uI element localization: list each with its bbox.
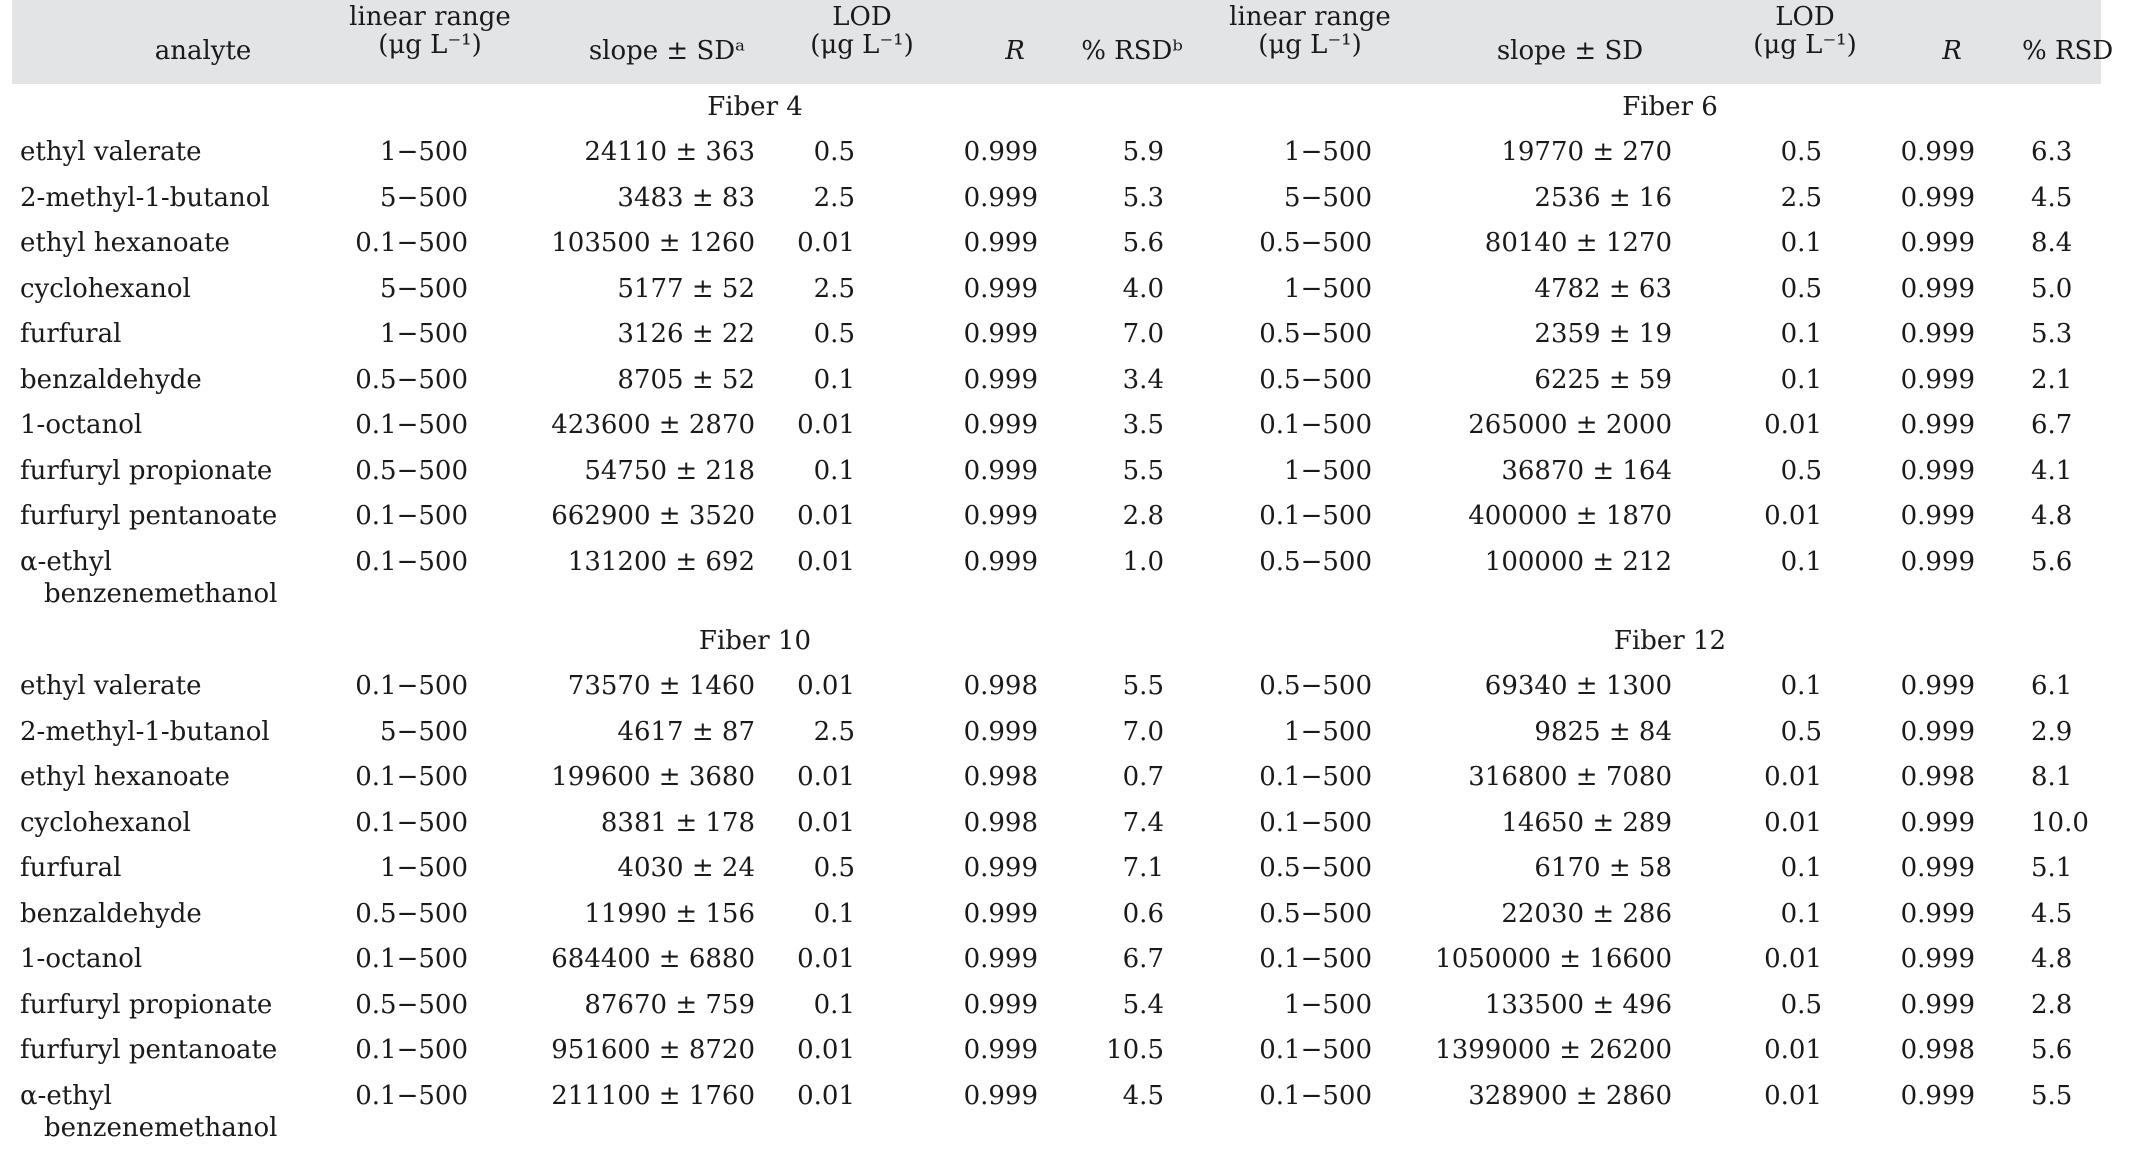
table-cell: 80140 ± 1270 <box>1484 228 1672 258</box>
table-cell: 0.999 <box>1900 274 1975 304</box>
table-cell: 0.1−500 <box>355 228 468 258</box>
table-cell: 0.999 <box>1900 717 1975 747</box>
table-cell: 0.999 <box>1900 899 1975 929</box>
table-cell: 0.999 <box>963 1081 1038 1111</box>
table-cell: 6170 ± 58 <box>1534 853 1672 883</box>
header-slope-sd-a: slope ± SDᵃ <box>588 36 746 66</box>
table-cell: 0.5−500 <box>355 365 468 395</box>
header-lod-unit-2: (μg L⁻¹) <box>1753 30 1857 60</box>
table-cell: 0.999 <box>963 717 1038 747</box>
table-cell: 951600 ± 8720 <box>551 1035 755 1065</box>
header-rsd: % RSD <box>2022 36 2114 66</box>
table-cell: 0.999 <box>1900 456 1975 486</box>
header-r-2: R <box>1942 36 1962 66</box>
table-cell: 0.998 <box>1900 1035 1975 1065</box>
table-cell: 0.998 <box>963 671 1038 701</box>
header-lod-2: LOD <box>1775 2 1835 32</box>
table-cell: 69340 ± 1300 <box>1484 671 1672 701</box>
header-lod: LOD <box>832 2 892 32</box>
table-cell: 0.01 <box>797 1035 855 1065</box>
table-cell: 4.1 <box>2031 456 2073 486</box>
table-cell: 8.1 <box>2031 762 2073 792</box>
table-cell: 5−500 <box>380 717 468 747</box>
table-cell: 0.999 <box>963 410 1038 440</box>
analyte-name: benzenemethanol <box>44 579 278 609</box>
table-cell: 0.999 <box>1900 990 1975 1020</box>
table-cell: 0.999 <box>963 319 1038 349</box>
analyte-name: ethyl valerate <box>20 671 202 701</box>
table-cell: 684400 ± 6880 <box>551 944 755 974</box>
header-lod-unit: (μg L⁻¹) <box>810 30 914 60</box>
table-cell: 0.999 <box>963 274 1038 304</box>
table-cell: 8.4 <box>2031 228 2073 258</box>
table-cell: 0.1−500 <box>1259 762 1372 792</box>
table-cell: 22030 ± 286 <box>1501 899 1672 929</box>
table-cell: 1.0 <box>1122 547 1164 577</box>
table-cell: 423600 ± 2870 <box>551 410 755 440</box>
header-slope-sd: slope ± SD <box>1496 36 1644 66</box>
table-cell: 0.999 <box>1900 853 1975 883</box>
table-cell: 0.01 <box>1764 1081 1822 1111</box>
analyte-name: benzaldehyde <box>20 365 202 395</box>
table-cell: 0.999 <box>963 365 1038 395</box>
analyte-name: 2-methyl-1-butanol <box>20 183 270 213</box>
table-cell: 0.7 <box>1122 762 1164 792</box>
table-cell: 103500 ± 1260 <box>551 228 755 258</box>
table-cell: 5.9 <box>1122 137 1164 167</box>
table-cell: 1399000 ± 26200 <box>1435 1035 1672 1065</box>
table-cell: 0.5 <box>1780 717 1822 747</box>
table-cell: 0.5−500 <box>1259 365 1372 395</box>
table-cell: 0.999 <box>1900 547 1975 577</box>
analyte-name: 1-octanol <box>20 944 143 974</box>
table-cell: 0.5−500 <box>355 899 468 929</box>
table-cell: 0.01 <box>1764 1035 1822 1065</box>
table-cell: 3.4 <box>1122 365 1164 395</box>
table-cell: 4.0 <box>1122 274 1164 304</box>
analyte-name: furfuryl pentanoate <box>20 501 278 531</box>
table-cell: 1−500 <box>380 853 468 883</box>
table-cell: 0.1 <box>1780 365 1822 395</box>
table-cell: 0.01 <box>1764 410 1822 440</box>
table-cell: 0.999 <box>1900 944 1975 974</box>
table-cell: 0.1 <box>813 899 855 929</box>
table-cell: 5.1 <box>2031 853 2073 883</box>
header-linear-range-unit: (μg L⁻¹) <box>378 30 482 60</box>
table-cell: 0.1−500 <box>355 671 468 701</box>
table-cell: 199600 ± 3680 <box>551 762 755 792</box>
table-cell: 265000 ± 2000 <box>1468 410 1672 440</box>
table-cell: 0.1 <box>813 990 855 1020</box>
table-cell: 0.5−500 <box>1259 228 1372 258</box>
table-cell: 19770 ± 270 <box>1501 137 1672 167</box>
table-cell: 0.1−500 <box>355 547 468 577</box>
table-cell: 2.8 <box>2031 990 2073 1020</box>
table-cell: 0.1−500 <box>355 501 468 531</box>
table-cell: 0.01 <box>1764 762 1822 792</box>
table-cell: 2.5 <box>813 717 855 747</box>
table-cell: 2.1 <box>2031 365 2073 395</box>
table-cell: 0.1−500 <box>1259 808 1372 838</box>
table-cell: 0.5−500 <box>1259 319 1372 349</box>
table-cell: 0.5 <box>813 319 855 349</box>
analyte-name: benzaldehyde <box>20 899 202 929</box>
table-cell: 0.998 <box>963 762 1038 792</box>
table-cell: 5.6 <box>2031 1035 2073 1065</box>
table-cell: 0.999 <box>963 501 1038 531</box>
table-cell: 5.6 <box>1122 228 1164 258</box>
table-cell: 0.5−500 <box>355 990 468 1020</box>
table-cell: 5.5 <box>1122 456 1164 486</box>
header-linear-range-2: linear range <box>1229 2 1391 32</box>
table-cell: 100000 ± 212 <box>1484 547 1672 577</box>
table-cell: 4030 ± 24 <box>617 853 755 883</box>
table-cell: 3483 ± 83 <box>617 183 755 213</box>
table-cell: 0.5 <box>1780 990 1822 1020</box>
table-cell: 0.999 <box>963 990 1038 1020</box>
table-cell: 14650 ± 289 <box>1501 808 1672 838</box>
table-cell: 1−500 <box>1284 456 1372 486</box>
table-cell: 0.1−500 <box>355 1035 468 1065</box>
table-cell: 4782 ± 63 <box>1534 274 1672 304</box>
table-cell: 8705 ± 52 <box>617 365 755 395</box>
table-cell: 7.0 <box>1122 319 1164 349</box>
table-cell: 6.1 <box>2031 671 2073 701</box>
table-cell: 5−500 <box>380 183 468 213</box>
table-cell: 1050000 ± 16600 <box>1435 944 1672 974</box>
fiber-label-left: Fiber 4 <box>707 92 803 122</box>
header-linear-range-unit-2: (μg L⁻¹) <box>1258 30 1362 60</box>
table-cell: 6.7 <box>1122 944 1164 974</box>
table-cell: 5.3 <box>2031 319 2073 349</box>
table-cell: 0.5 <box>813 853 855 883</box>
table-cell: 87670 ± 759 <box>584 990 755 1020</box>
analyte-name: ethyl hexanoate <box>20 762 230 792</box>
analyte-name: furfural <box>20 853 122 883</box>
header-rsd-b: % RSDᵇ <box>1081 36 1183 66</box>
table-cell: 0.1 <box>1780 899 1822 929</box>
analyte-name: ethyl valerate <box>20 137 202 167</box>
table-cell: 0.1 <box>1780 547 1822 577</box>
table-cell: 1−500 <box>1284 274 1372 304</box>
table-cell: 0.1−500 <box>355 944 468 974</box>
table-cell: 0.1−500 <box>355 808 468 838</box>
table-cell: 0.999 <box>963 183 1038 213</box>
analyte-name: α-ethyl <box>20 1081 112 1111</box>
table-cell: 5.5 <box>2031 1081 2073 1111</box>
table-cell: 0.999 <box>963 228 1038 258</box>
table-cell: 0.01 <box>797 944 855 974</box>
table-cell: 2.5 <box>813 274 855 304</box>
table-cell: 133500 ± 496 <box>1484 990 1672 1020</box>
table-cell: 0.01 <box>1764 501 1822 531</box>
table-cell: 0.998 <box>1900 762 1975 792</box>
table-cell: 5−500 <box>1284 183 1372 213</box>
header-analyte: analyte <box>154 36 252 66</box>
table-cell: 0.999 <box>1900 808 1975 838</box>
table-cell: 7.1 <box>1122 853 1164 883</box>
table-cell: 4.5 <box>1122 1081 1164 1111</box>
table-cell: 0.999 <box>1900 410 1975 440</box>
table-cell: 0.1−500 <box>1259 501 1372 531</box>
table-cell: 0.999 <box>963 547 1038 577</box>
table-cell: 5.4 <box>1122 990 1164 1020</box>
table-cell: 6.3 <box>2031 137 2073 167</box>
table-cell: 0.01 <box>797 671 855 701</box>
table-cell: 5−500 <box>380 274 468 304</box>
fiber-label-right: Fiber 12 <box>1613 626 1727 656</box>
table-cell: 3.5 <box>1122 410 1164 440</box>
analyte-name: 1-octanol <box>20 410 143 440</box>
table-cell: 54750 ± 218 <box>584 456 755 486</box>
table-cell: 2.5 <box>813 183 855 213</box>
table-cell: 9825 ± 84 <box>1534 717 1672 747</box>
table-cell: 2.8 <box>1122 501 1164 531</box>
table-cell: 0.1 <box>1780 671 1822 701</box>
fiber-label-left: Fiber 10 <box>698 626 812 656</box>
table-cell: 0.999 <box>963 456 1038 486</box>
table-cell: 0.1−500 <box>355 1081 468 1111</box>
table-cell: 0.1 <box>1780 853 1822 883</box>
table-cell: 3126 ± 22 <box>617 319 755 349</box>
table-cell: 4.8 <box>2031 944 2073 974</box>
table-cell: 0.1 <box>1780 228 1822 258</box>
table-cell: 0.5−500 <box>1259 853 1372 883</box>
table-cell: 0.1−500 <box>1259 1081 1372 1111</box>
table-cell: 2.5 <box>1780 183 1822 213</box>
analyte-name: furfuryl propionate <box>20 456 273 486</box>
table-cell: 4.5 <box>2031 899 2073 929</box>
table-cell: 131200 ± 692 <box>567 547 755 577</box>
table-cell: 0.999 <box>1900 501 1975 531</box>
table-cell: 0.999 <box>1900 183 1975 213</box>
table-cell: 2536 ± 16 <box>1534 183 1672 213</box>
table-cell: 0.01 <box>797 762 855 792</box>
table-cell: 5.6 <box>2031 547 2073 577</box>
table-cell: 328900 ± 2860 <box>1468 1081 1672 1111</box>
table-cell: 0.1−500 <box>355 762 468 792</box>
table-cell: 10.5 <box>1106 1035 1164 1065</box>
table-cell: 0.01 <box>797 228 855 258</box>
table-cell: 4.8 <box>2031 501 2073 531</box>
table-cell: 0.999 <box>963 1035 1038 1065</box>
table-cell: 6.7 <box>2031 410 2073 440</box>
table-cell: 4.5 <box>2031 183 2073 213</box>
analyte-name: furfuryl pentanoate <box>20 1035 278 1065</box>
table-cell: 0.6 <box>1122 899 1164 929</box>
table-cell: 0.999 <box>1900 228 1975 258</box>
table-cell: 0.1 <box>813 456 855 486</box>
table-cell: 24110 ± 363 <box>584 137 755 167</box>
table-cell: 0.01 <box>797 1081 855 1111</box>
table-cell: 0.999 <box>1900 137 1975 167</box>
table-cell: 0.5−500 <box>1259 899 1372 929</box>
table-cell: 0.999 <box>963 137 1038 167</box>
table-cell: 0.999 <box>1900 671 1975 701</box>
table-cell: 4617 ± 87 <box>617 717 755 747</box>
table-cell: 2.9 <box>2031 717 2073 747</box>
table-cell: 0.5−500 <box>1259 547 1372 577</box>
table-cell: 211100 ± 1760 <box>551 1081 755 1111</box>
table-cell: 7.0 <box>1122 717 1164 747</box>
table-cell: 0.1 <box>813 365 855 395</box>
table-cell: 6225 ± 59 <box>1534 365 1672 395</box>
table-cell: 0.01 <box>797 501 855 531</box>
table-cell: 5.5 <box>1122 671 1164 701</box>
table-cell: 0.1−500 <box>1259 410 1372 440</box>
table-cell: 0.998 <box>963 808 1038 838</box>
table-cell: 1−500 <box>1284 990 1372 1020</box>
table-cell: 5177 ± 52 <box>617 274 755 304</box>
table-cell: 0.1−500 <box>1259 1035 1372 1065</box>
table-cell: 0.999 <box>963 944 1038 974</box>
analyte-name: cyclohexanol <box>20 808 191 838</box>
analyte-name: furfural <box>20 319 122 349</box>
analyte-name: benzenemethanol <box>44 1113 278 1143</box>
fiber-label-right: Fiber 6 <box>1622 92 1718 122</box>
table-cell: 36870 ± 164 <box>1501 456 1672 486</box>
table-cell: 0.999 <box>1900 319 1975 349</box>
table-header <box>12 0 2114 84</box>
header-linear-range: linear range <box>349 2 511 32</box>
table-cell: 0.1−500 <box>355 410 468 440</box>
table-cell: 400000 ± 1870 <box>1468 501 1672 531</box>
table-cell: 0.1−500 <box>1259 944 1372 974</box>
table-cell: 0.999 <box>963 853 1038 883</box>
analyte-name: furfuryl propionate <box>20 990 273 1020</box>
analyte-name: α-ethyl <box>20 547 112 577</box>
table-cell: 0.1 <box>1780 319 1822 349</box>
table-cell: 11990 ± 156 <box>584 899 755 929</box>
table-cell: 1−500 <box>380 137 468 167</box>
table-cell: 0.01 <box>1764 808 1822 838</box>
header-r: R <box>1005 36 1025 66</box>
table-cell: 0.5 <box>1780 274 1822 304</box>
table-cell: 0.5 <box>1780 137 1822 167</box>
table-cell: 2359 ± 19 <box>1534 319 1672 349</box>
table-cell: 1−500 <box>1284 717 1372 747</box>
table-cell: 5.3 <box>1122 183 1164 213</box>
table-cell: 662900 ± 3520 <box>551 501 755 531</box>
table-cell: 5.0 <box>2031 274 2073 304</box>
table-cell: 0.5 <box>1780 456 1822 486</box>
table-cell: 0.01 <box>797 808 855 838</box>
table-cell: 316800 ± 7080 <box>1468 762 1672 792</box>
table-cell: 0.01 <box>1764 944 1822 974</box>
table-cell: 1−500 <box>1284 137 1372 167</box>
table-cell: 0.5−500 <box>1259 671 1372 701</box>
table-cell: 1−500 <box>380 319 468 349</box>
analyte-name: ethyl hexanoate <box>20 228 230 258</box>
table-cell: 0.01 <box>797 410 855 440</box>
table-cell: 7.4 <box>1122 808 1164 838</box>
table-cell: 10.0 <box>2031 808 2089 838</box>
table-cell: 8381 ± 178 <box>600 808 755 838</box>
table-cell: 0.999 <box>1900 365 1975 395</box>
table-cell: 0.5 <box>813 137 855 167</box>
table-cell: 73570 ± 1460 <box>567 671 755 701</box>
analyte-name: 2-methyl-1-butanol <box>20 717 270 747</box>
table-cell: 0.999 <box>963 899 1038 929</box>
table-cell: 0.5−500 <box>355 456 468 486</box>
analyte-name: cyclohexanol <box>20 274 191 304</box>
table-cell: 0.01 <box>797 547 855 577</box>
table-cell: 0.999 <box>1900 1081 1975 1111</box>
